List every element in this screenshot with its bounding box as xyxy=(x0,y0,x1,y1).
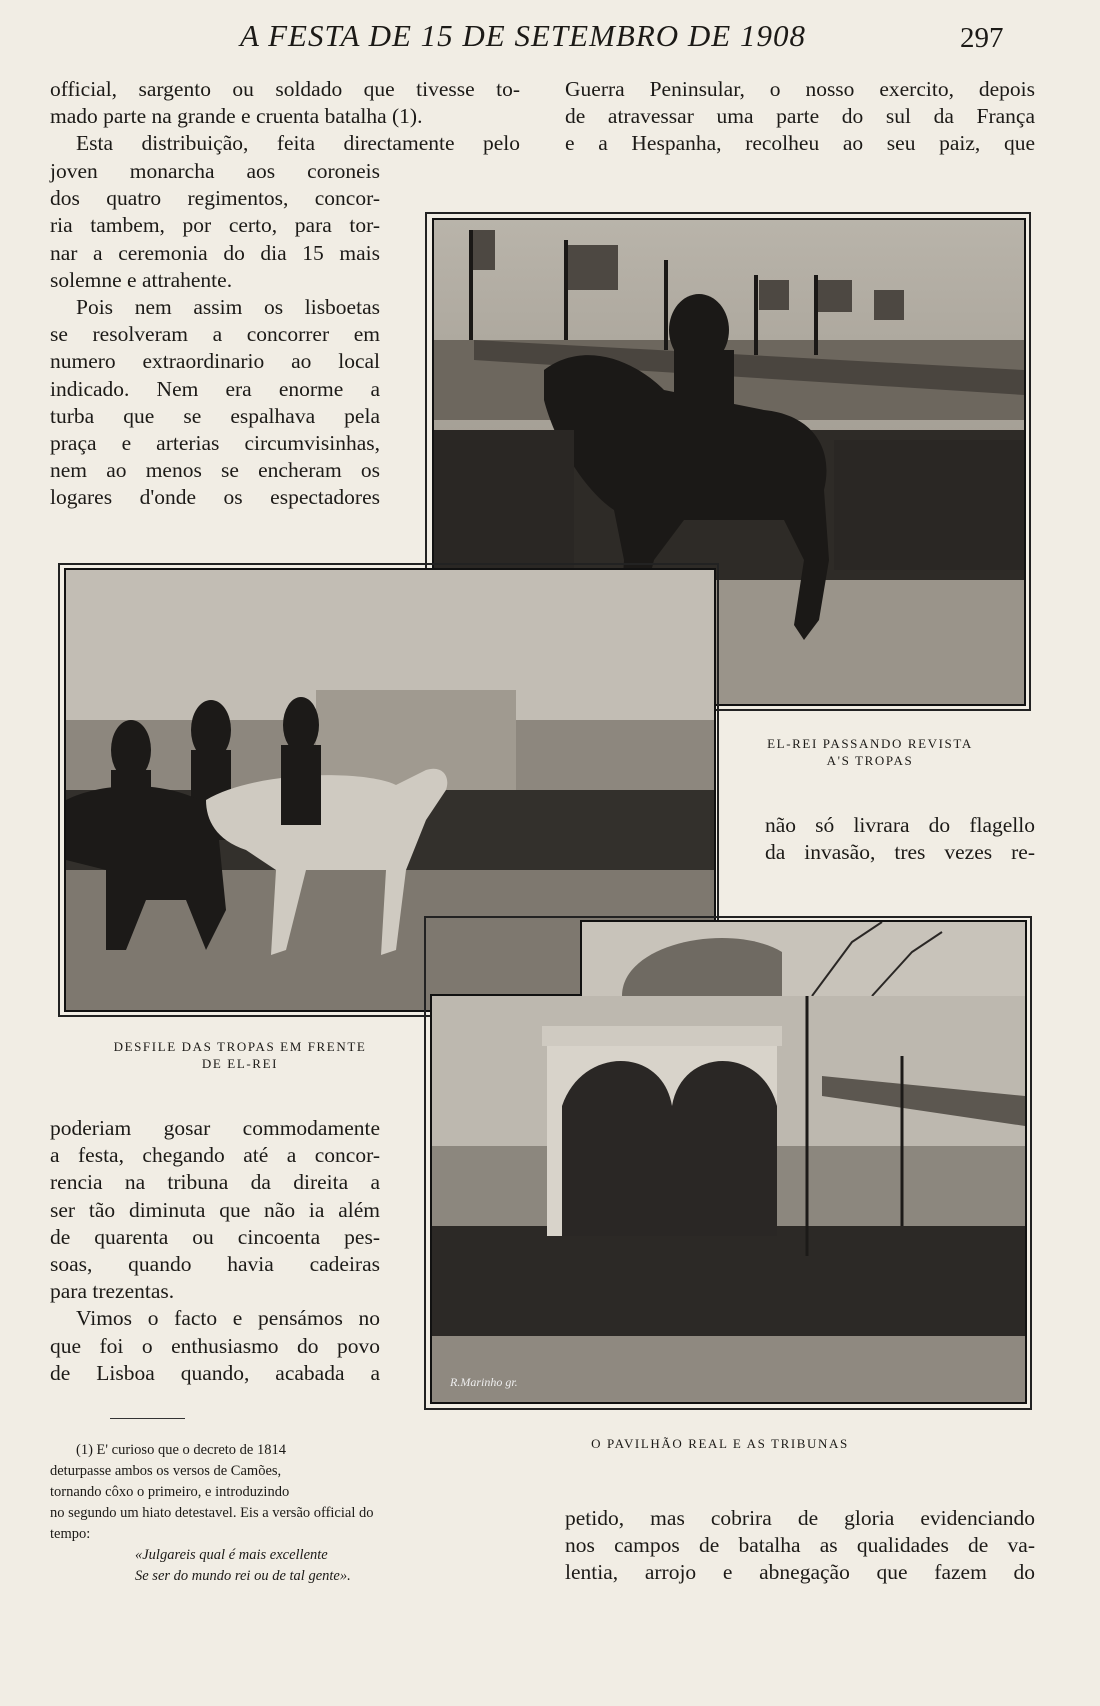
photo-royal-pavilion xyxy=(430,994,1027,1404)
right-column-bottom-text xyxy=(565,1505,1035,1587)
text-line: poderiam gosar commodamente xyxy=(50,1116,380,1140)
caption-pavilhao xyxy=(540,1435,900,1452)
caption-line: EL-REI PASSANDO REVISTA xyxy=(767,736,973,751)
left-column-bottom-text xyxy=(50,1115,380,1387)
footnote-line: no segundo um hiato detestavel. Eis a versão official do xyxy=(50,1505,374,1521)
text-line: numero extraordinario ao local xyxy=(50,349,380,374)
text-line: logares d'onde os espectadores xyxy=(50,485,380,510)
text-line: se resolveram a concorrer em xyxy=(50,322,380,347)
text-line: Esta distribuição, feita directamente pelo xyxy=(76,131,520,156)
footnote-line: deturpasse ambos os versos de Camões, xyxy=(50,1463,282,1479)
footnote-line: (1) E' curioso que o decreto de 1814 xyxy=(76,1442,286,1458)
text-line: a festa, chegando até a concor- xyxy=(50,1143,380,1168)
text-line: joven monarcha aos coroneis xyxy=(50,159,380,183)
text-line: de atravessar uma parte do sul da França xyxy=(565,104,1035,129)
text-line: lentia, arrojo e abnegação que fazem do xyxy=(565,1560,1035,1585)
left-column-narrow-text xyxy=(50,158,380,512)
text-line: official, sargento ou soldado que tivesse to- xyxy=(50,77,520,101)
right-column-top-text xyxy=(565,76,1035,158)
text-line: petido, mas cobrira de gloria evidenciando xyxy=(565,1506,1035,1530)
caption-line: DE EL-REI xyxy=(201,1056,279,1071)
caption-line: A'S TROPAS xyxy=(826,753,914,768)
text-line: nem ao menos se encheram os xyxy=(50,458,380,483)
caption-desfile xyxy=(70,1038,410,1072)
text-line: não só livrara do flagello xyxy=(765,813,1035,837)
text-line: de Lisboa quando, acabada a xyxy=(50,1360,380,1385)
text-line: e a Hespanha, recolheu ao seu paiz, que xyxy=(565,131,1035,156)
footnote-rule xyxy=(110,1418,185,1419)
caption-revista xyxy=(730,735,1010,769)
text-line: Vimos o facto e pensámos no xyxy=(76,1306,380,1331)
text-line: soas, quando havia cadeiras xyxy=(50,1252,380,1277)
text-line: que foi o enthusiasmo do povo xyxy=(50,1333,380,1358)
footnote-line: tempo: xyxy=(50,1526,91,1542)
text-line: nar a ceremonia do dia 15 mais xyxy=(50,240,380,265)
footnote-quote-line: «Julgareis qual é mais excellente xyxy=(135,1547,328,1563)
text-line: dos quatro regimentos, concor- xyxy=(50,186,380,211)
text-line: Guerra Peninsular, o nosso exercito, depois xyxy=(565,77,1035,101)
text-line: para trezentas. xyxy=(50,1279,175,1304)
page-number: 297 xyxy=(960,22,1004,54)
text-line: solemne e attrahente. xyxy=(50,267,233,292)
running-title: A FESTA DE 15 DE SETEMBRO DE 1908 xyxy=(240,18,806,53)
left-column-top-text xyxy=(50,76,520,158)
text-line: de quarenta ou cincoenta pes- xyxy=(50,1224,380,1249)
footnote-line: tornando côxo o primeiro, e introduzindo xyxy=(50,1484,290,1500)
photo-royal-pavilion-dome xyxy=(580,920,1027,996)
text-line: rencia na tribuna da direita a xyxy=(50,1170,380,1195)
text-line: Pois nem assim os lisboetas xyxy=(76,295,380,320)
right-column-mid-text xyxy=(765,812,1035,866)
text-line: nos campos de batalha as qualidades de va- xyxy=(565,1533,1035,1558)
text-line: ser tão diminuta que não ia além xyxy=(50,1197,380,1222)
text-line: praça e arterias circumvisinhas, xyxy=(50,431,380,456)
text-line: da invasão, tres vezes re- xyxy=(765,840,1035,865)
footnote xyxy=(50,1440,520,1587)
text-line: mado parte na grande e cruenta batalha (1). xyxy=(50,104,423,129)
text-line: ria tambem, por certo, para tor- xyxy=(50,213,380,238)
caption-line: DESFILE DAS TROPAS EM FRENTE xyxy=(113,1039,367,1054)
text-line: turba que se espalhava pela xyxy=(50,403,380,428)
footnote-quote-line: Se ser do mundo rei ou de tal gente». xyxy=(135,1568,351,1584)
text-line: indicado. Nem era enorme a xyxy=(50,376,380,401)
photo-engraver-signature: R.Marinho gr. xyxy=(450,1375,518,1389)
caption-line: O PAVILHÃO REAL E AS TRIBUNAS xyxy=(591,1436,849,1451)
